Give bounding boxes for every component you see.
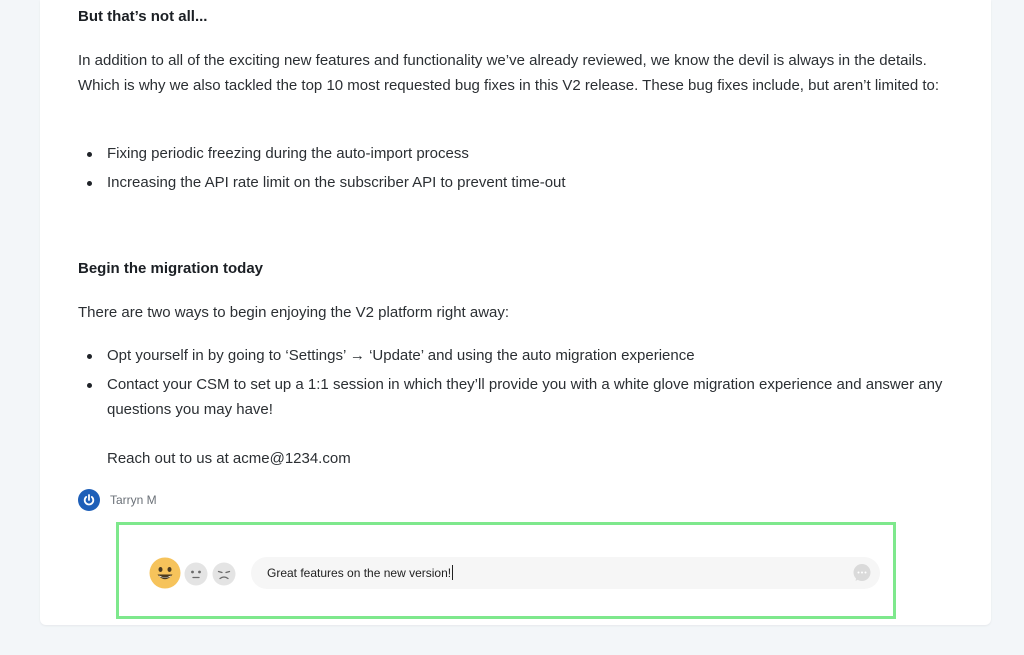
list-item: Opt yourself in by going to ‘Settings’ → ‘Update’ and using the auto migration experience	[78, 344, 958, 369]
comment-input[interactable]	[267, 557, 827, 589]
chat-bubble-icon[interactable]	[852, 563, 872, 583]
bug-fix-list	[78, 142, 958, 200]
neutral-emoji-icon[interactable]	[184, 562, 208, 586]
list-item: Fixing periodic freezing during the auto-import process	[78, 142, 958, 167]
text-cursor	[452, 565, 453, 580]
comment-value: Great features on the new version!	[267, 566, 452, 580]
author-byline	[78, 489, 157, 511]
list-item: Contact your CSM to set up a 1:1 session in which they’ll provide you with a white glove migration experience and answer any questions you may have!	[78, 373, 958, 422]
power-icon	[81, 492, 97, 508]
section-paragraph-bug-fixes: In addition to all of the exciting new features and functionality we’ve already reviewed, we know the devil is always in the details. Which is why we also tackled the top 10 most requested bug fixes in this V2 release. These bug fixes include, but aren’t limited to:	[78, 52, 940, 94]
happy-emoji-icon[interactable]	[149, 557, 181, 589]
author-name: Tarryn M	[110, 493, 157, 507]
section-paragraph-migration: There are two ways to begin enjoying the V2 platform right away:	[78, 304, 510, 321]
list-item: Increasing the API rate limit on the subscriber API to prevent time-out	[78, 171, 958, 196]
section-heading-migration: Begin the migration today	[78, 260, 264, 277]
migration-options-list	[78, 344, 958, 427]
avatar	[78, 489, 100, 511]
sad-emoji-icon[interactable]	[212, 562, 236, 586]
section-heading-not-all: But that’s not all...	[78, 8, 208, 25]
comment-field[interactable]	[251, 557, 880, 589]
contact-text: Reach out to us at acme@1234.com	[107, 450, 351, 467]
feedback-widget	[116, 522, 896, 619]
